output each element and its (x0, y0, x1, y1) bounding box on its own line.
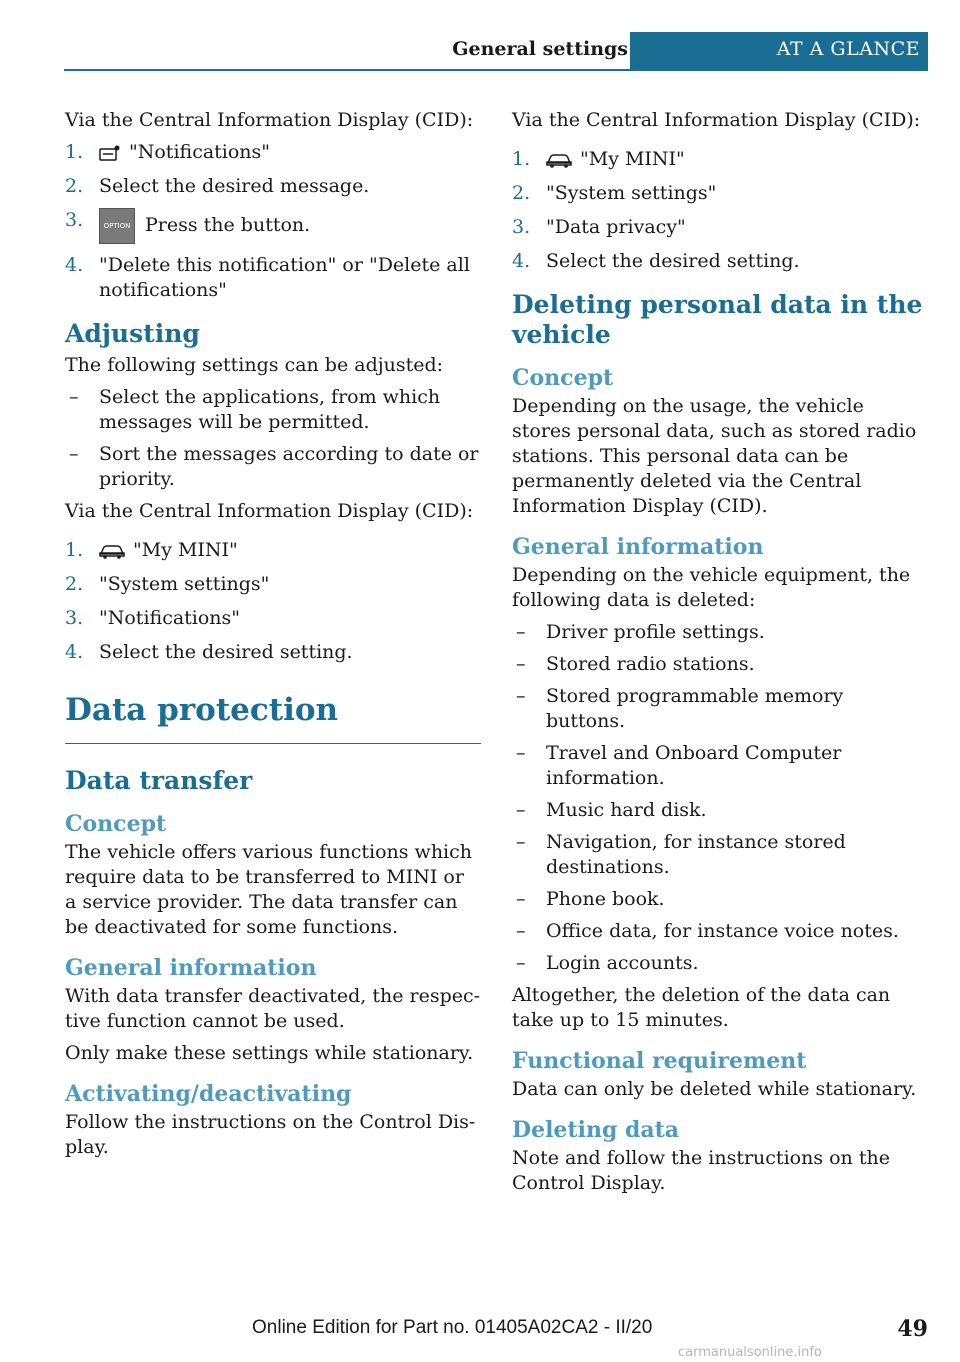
step-number: 3. (65, 607, 84, 629)
step-number: 2. (65, 573, 84, 595)
bullet-dash: – (516, 799, 526, 821)
step-text: "Notifications" (129, 141, 271, 163)
list-item (512, 830, 928, 880)
step-number: 2. (512, 182, 531, 204)
section-title: General settings (452, 38, 628, 60)
activating-heading: Activating/deactivating (65, 1081, 352, 1107)
list-item (512, 798, 928, 823)
bullet-text: Travel and Onboard Computer information. (546, 742, 842, 789)
adjusting-heading: Adjusting (65, 319, 200, 348)
concept-text: Depending on the usage, the vehicle stores personal data, such as stored radio stations. This personal data can be permanently deleted via the Central Information Display (CID). (512, 395, 917, 517)
bullet-dash: – (516, 621, 526, 643)
concept-heading: Concept (512, 365, 614, 391)
step-item (65, 606, 481, 631)
step-item (512, 147, 928, 172)
bullet-dash: – (69, 443, 79, 465)
step-item (65, 572, 481, 597)
step-text: "System settings" (99, 573, 270, 595)
step-number: 1. (65, 539, 84, 561)
right-column (512, 108, 928, 1203)
bullet-text: Stored radio stations. (546, 653, 755, 675)
bullet-text: Stored programmable memory buttons. (546, 685, 844, 732)
page-number: 49 (897, 1316, 928, 1342)
bullet-text: Sort the messages according to date or priority. (99, 443, 479, 490)
step-number: 4. (512, 250, 531, 272)
list-item (65, 385, 481, 435)
general-info-heading: General information (512, 534, 764, 560)
general-info-intro: Depending on the vehicle equipment, the following data is deleted: (512, 564, 911, 611)
step-item (65, 208, 481, 244)
step-item (65, 174, 481, 199)
bullet-dash: – (516, 831, 526, 853)
step-number: 4. (65, 641, 84, 663)
deleting-personal-data-heading: Deleting personal data in the vehicle (512, 290, 923, 349)
bullet-dash: – (69, 386, 79, 408)
car-icon (99, 543, 125, 559)
notification-icon (99, 145, 121, 161)
step-number: 4. (65, 254, 84, 276)
left-column (65, 108, 481, 1167)
step-number: 3. (512, 216, 531, 238)
bullet-text: Music hard disk. (546, 799, 707, 821)
bullet-text: Driver profile settings. (546, 621, 765, 643)
functional-requirement-text: Data can only be deleted while stationary. (512, 1078, 917, 1100)
list-item (512, 951, 928, 976)
chapter-tab: AT A GLANCE (630, 32, 928, 71)
intro-text: Via the Central Information Display (CID): (512, 109, 921, 131)
general-info-heading: General information (65, 955, 317, 981)
header-rule (64, 69, 928, 71)
list-item (512, 741, 928, 791)
step-text: Select the desired setting. (99, 641, 353, 663)
concept-heading: Concept (65, 811, 167, 837)
functional-requirement-heading: Functional requirement (512, 1048, 807, 1074)
step-item (65, 538, 481, 563)
altogether-text: Altogether, the deletion of the data can take up to 15 minutes. (512, 984, 891, 1031)
bullet-text: Login accounts. (546, 952, 699, 974)
list-item (512, 919, 928, 944)
list-item (512, 887, 928, 912)
step-text: Select the desired setting. (546, 250, 800, 272)
step-number: 2. (65, 175, 84, 197)
edition-footer: Online Edition for Part no. 01405A02CA2 - II/20 (252, 1317, 653, 1338)
general-info-text: With data transfer deactivated, the respective function cannot be used. (65, 985, 481, 1032)
bullet-text: Phone book. (546, 888, 665, 910)
step-item (65, 640, 481, 665)
watermark: carmanualsonline.info (678, 1345, 822, 1360)
bullet-dash: – (516, 952, 526, 974)
deleting-data-text: Note and follow the instructions on the Control Display. (512, 1147, 890, 1194)
step-number: 1. (512, 148, 531, 170)
bullet-dash: – (516, 888, 526, 910)
option-button-icon: OPTION (99, 208, 135, 244)
step-text: "My MINI" (133, 539, 238, 561)
step-number: 1. (65, 141, 84, 163)
concept-text: The vehicle offers various functions which require data to be transferred to MINI or a service provider. The data transfer can be deactivated for some functions. (65, 841, 473, 938)
data-transfer-heading: Data transfer (65, 766, 253, 795)
bullet-text: Office data, for instance voice notes. (546, 920, 899, 942)
intro-text: Via the Central Information Display (CID): (65, 500, 474, 522)
page-header (64, 32, 928, 71)
deleting-data-heading: Deleting data (512, 1117, 680, 1143)
intro-text: Via the Central Information Display (CID): (65, 109, 474, 131)
activating-text: Follow the instructions on the Control Display. (65, 1111, 476, 1158)
step-text: "My MINI" (580, 148, 685, 170)
data-protection-heading: Data protection (65, 691, 481, 744)
bullet-text: Select the applications, from which messages will be permitted. (99, 386, 441, 433)
list-item (512, 620, 928, 645)
list-item (512, 652, 928, 677)
list-item (65, 442, 481, 492)
adjusting-intro: The following settings can be adjusted: (65, 354, 444, 376)
bullet-dash: – (516, 653, 526, 675)
step-item (512, 249, 928, 274)
step-text: "Notifications" (99, 607, 241, 629)
car-icon (546, 152, 572, 168)
step-item (65, 140, 481, 165)
bullet-dash: – (516, 685, 526, 707)
step-item (512, 215, 928, 240)
step-text: "System settings" (546, 182, 717, 204)
step-item (65, 253, 481, 303)
bullet-dash: – (516, 742, 526, 764)
bullet-text: Navigation, for instance stored destinations. (546, 831, 846, 878)
step-number: 3. (65, 209, 84, 231)
step-text: Select the desired message. (99, 175, 370, 197)
step-text: "Delete this notification" or "Delete all notifications" (99, 254, 470, 301)
general-info-text: Only make these settings while stationary. (65, 1042, 474, 1064)
bullet-dash: – (516, 920, 526, 942)
step-text: "Data privacy" (546, 216, 686, 238)
step-item (512, 181, 928, 206)
step-text: Press the button. (145, 214, 311, 236)
list-item (512, 684, 928, 734)
